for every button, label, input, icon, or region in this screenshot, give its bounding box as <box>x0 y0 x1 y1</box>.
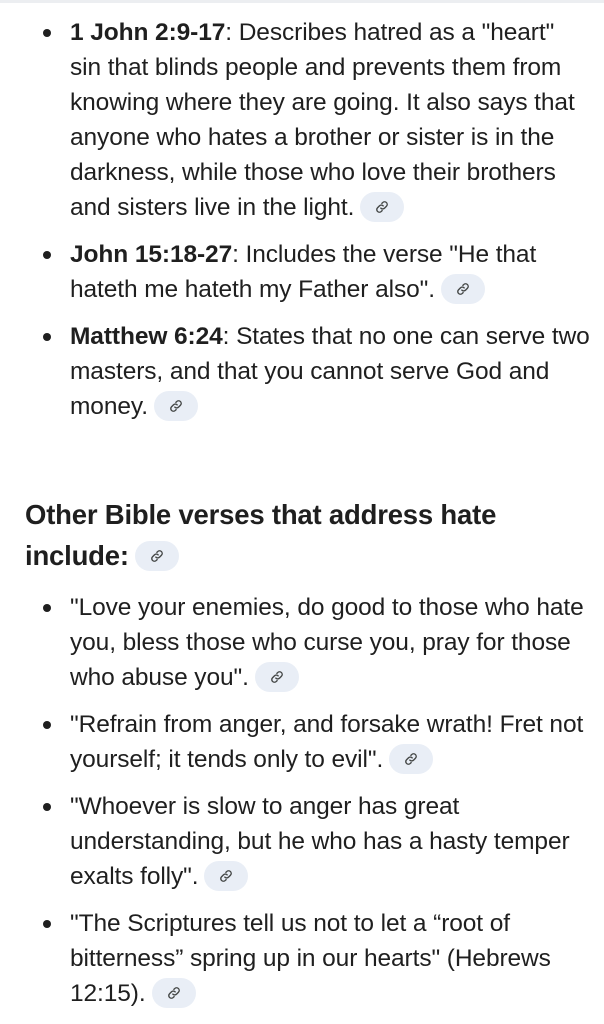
source-link-button[interactable] <box>441 274 485 304</box>
list-item <box>0 237 604 307</box>
verse-reference: 1 John 2:9-17 <box>70 19 226 46</box>
source-link-button[interactable] <box>152 978 196 1008</box>
source-link-button[interactable] <box>255 662 299 692</box>
bullet-dot <box>43 721 51 729</box>
bullet-dot <box>43 29 51 37</box>
source-link-button[interactable] <box>154 391 198 421</box>
verse-description: : Describes hatred as a "heart" sin that blinds people and prevents them from knowing where they are going. It also says that anyone who hates a brother or sister is in the darkness, while those who love their brothers and sisters live in the light. <box>70 19 575 221</box>
bullet-dot <box>43 803 51 811</box>
verse-description: : States that no one can serve two masters, and that you cannot serve God and money. <box>70 323 590 420</box>
quote-text: "Love your enemies, do good to those who hate you, bless those who curse you, pray for those who abuse you". <box>70 594 584 691</box>
section-heading-text: Other Bible verses that address hate include: <box>25 499 497 571</box>
link-icon <box>150 549 164 563</box>
list-item <box>0 789 604 894</box>
link-icon <box>456 282 470 296</box>
link-icon <box>219 869 233 883</box>
quote-text: "The Scriptures tell us not to let a “root of bitterness” spring up in our hearts" (Hebrews 12:15). <box>70 910 551 1007</box>
quote-list <box>0 590 604 1011</box>
verse-list <box>0 15 604 424</box>
source-link-button[interactable] <box>135 541 179 571</box>
bullet-dot <box>43 333 51 341</box>
source-link-button[interactable] <box>389 744 433 774</box>
verse-description: : Includes the verse "He that hateth me hateth my Father also". <box>70 241 537 303</box>
link-icon <box>404 752 418 766</box>
list-item <box>0 15 604 225</box>
section-heading <box>25 494 585 576</box>
quote-text: "Refrain from anger, and forsake wrath! Fret not yourself; it tends only to evil". <box>70 711 584 773</box>
list-item <box>0 906 604 1011</box>
source-link-button[interactable] <box>204 861 248 891</box>
quote-text: "Whoever is slow to anger has great understanding, but he who has a hasty temper exalts folly". <box>70 793 570 890</box>
link-icon <box>375 200 389 214</box>
verse-reference: Matthew 6:24 <box>70 323 223 350</box>
source-link-button[interactable] <box>360 192 404 222</box>
list-item <box>0 319 604 424</box>
link-icon <box>270 670 284 684</box>
top-divider <box>0 0 604 3</box>
bullet-dot <box>43 604 51 612</box>
link-icon <box>167 986 181 1000</box>
list-item <box>0 707 604 777</box>
bullet-dot <box>43 920 51 928</box>
bullet-dot <box>43 251 51 259</box>
link-icon <box>169 399 183 413</box>
list-item <box>0 590 604 695</box>
verse-reference: John 15:18-27 <box>70 241 233 268</box>
